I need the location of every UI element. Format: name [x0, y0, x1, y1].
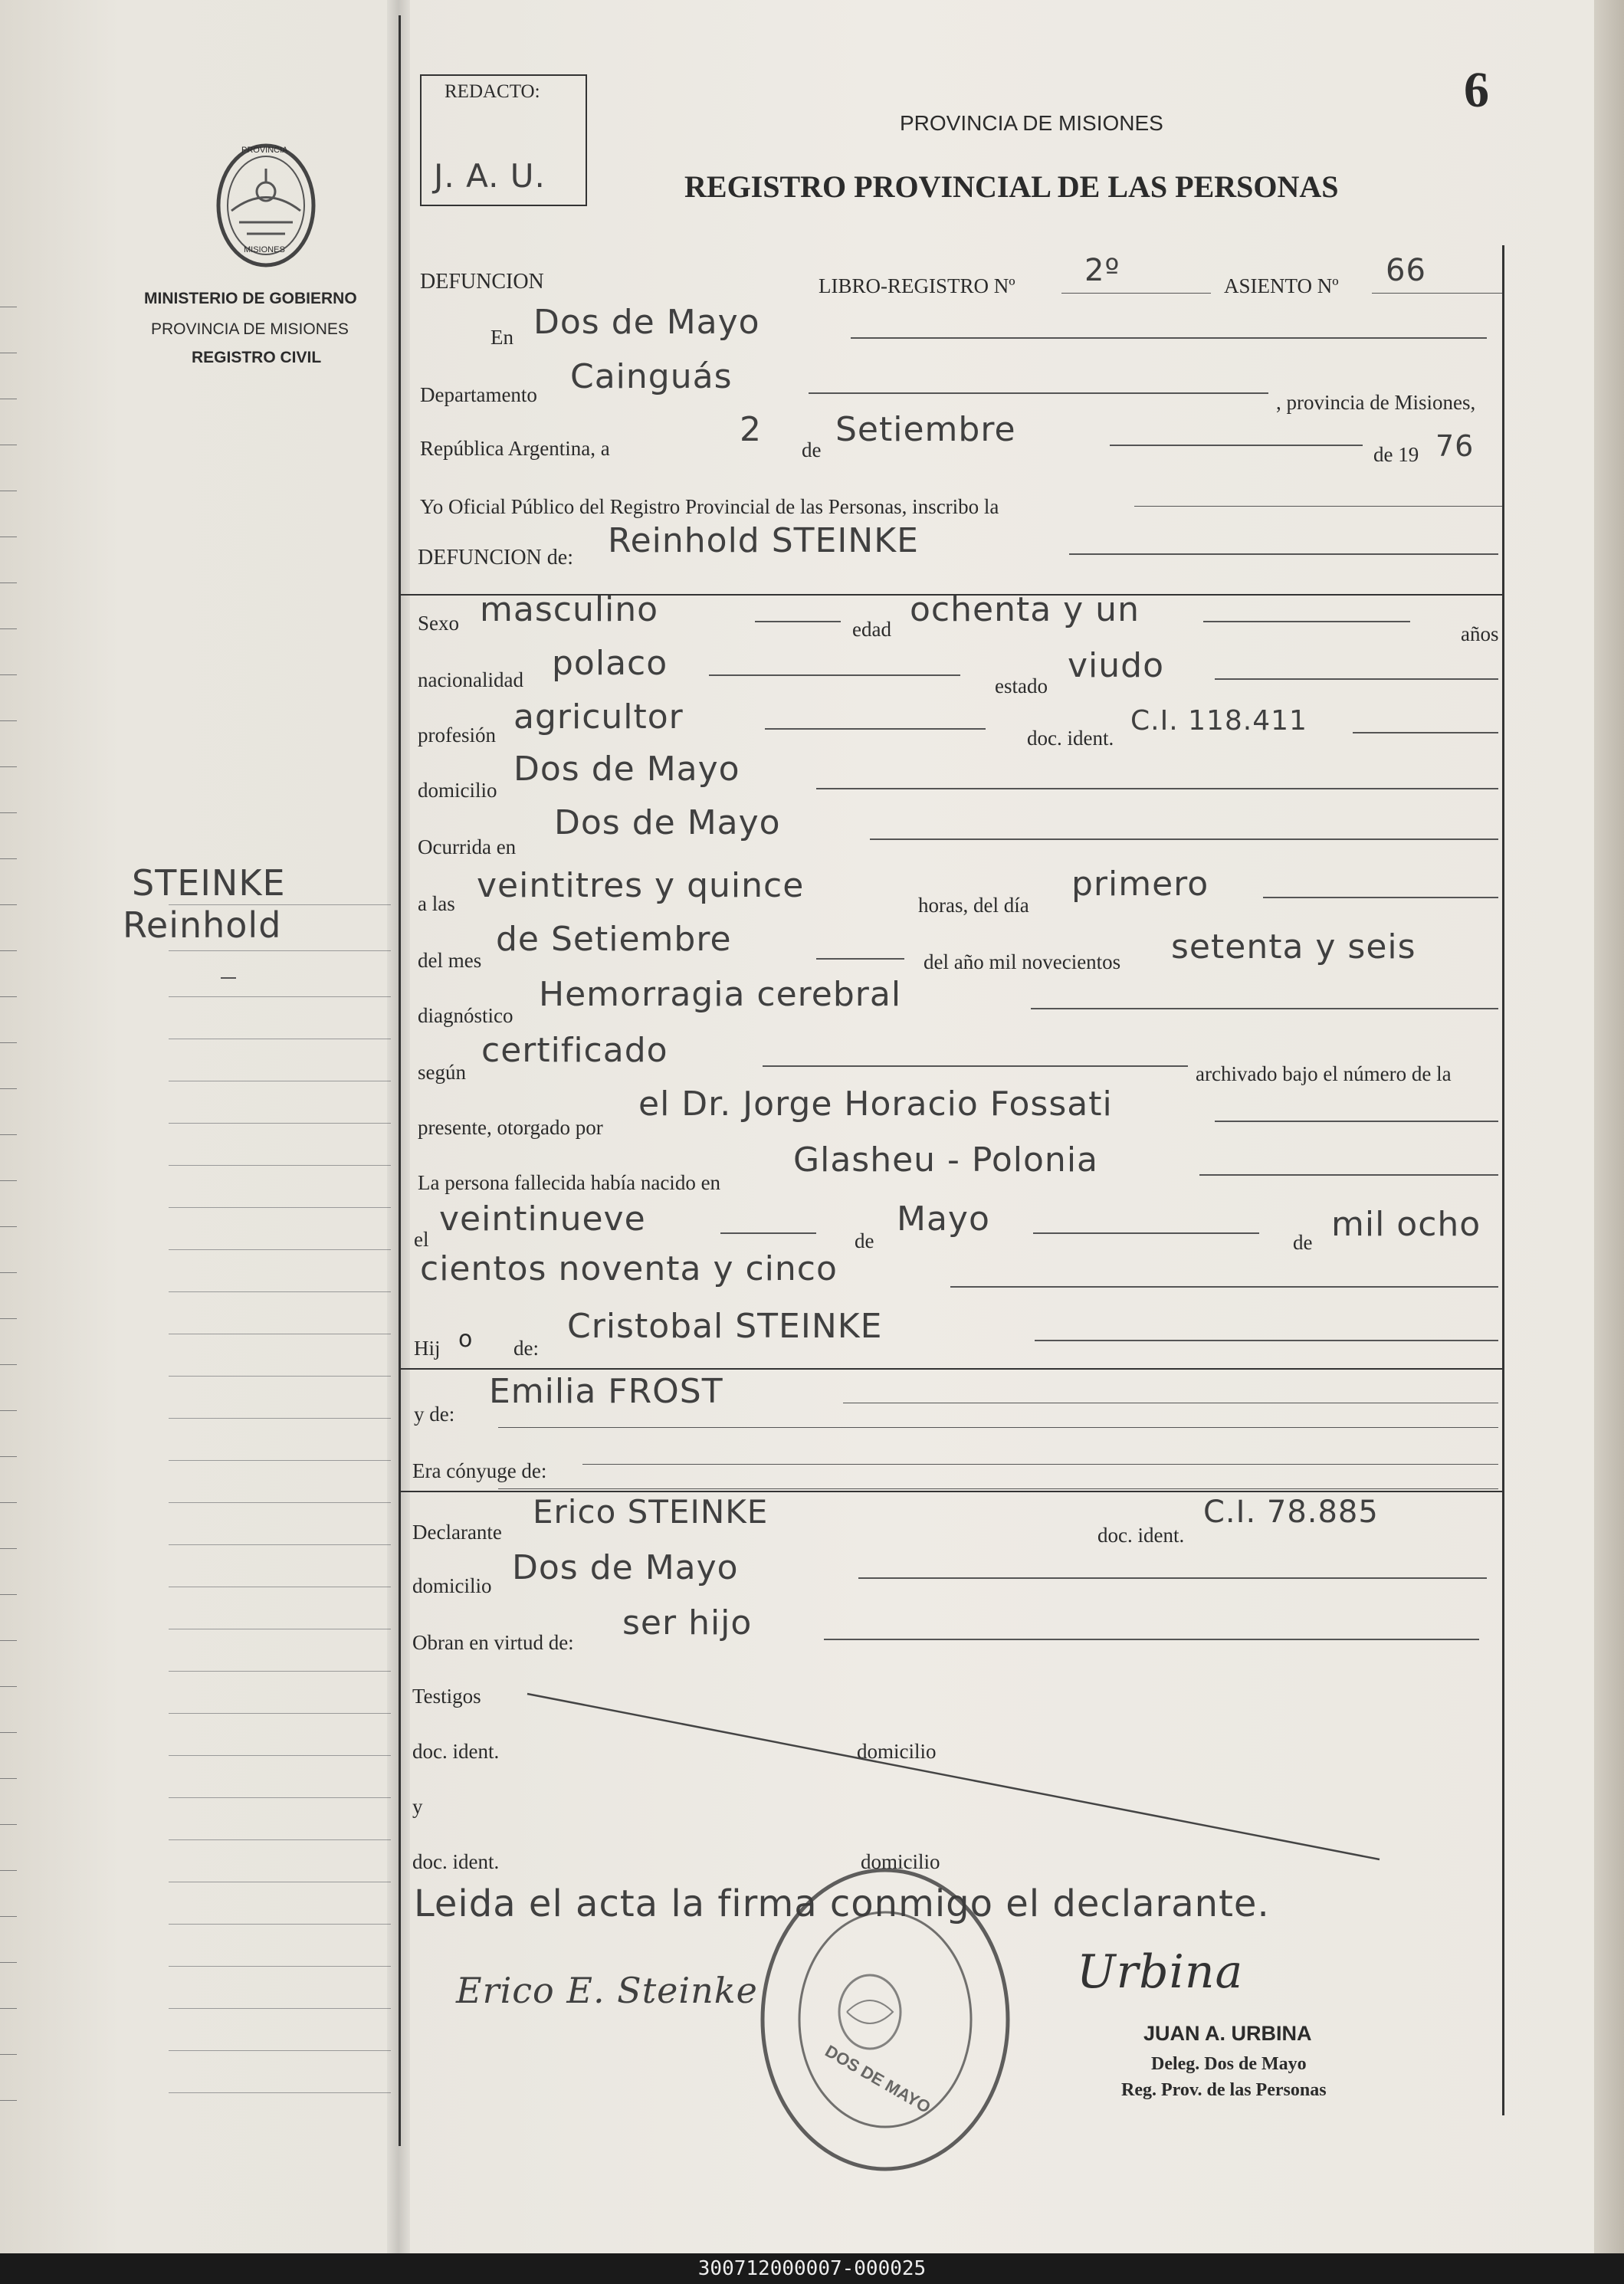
sexo-label: Sexo: [418, 612, 459, 635]
t2-domicilio-label: domicilio: [861, 1850, 940, 1873]
ruled-tick: [0, 1732, 17, 1733]
nacido-label: La persona fallecida había nacido en: [418, 1171, 721, 1194]
stamp-center: DOS DE MAYO: [822, 2041, 934, 2118]
conyuge-dash-2: [498, 1488, 1498, 1489]
ruled-tick: [0, 1318, 17, 1319]
ruled-tick: [0, 1410, 17, 1411]
ruled-tick: [0, 1456, 17, 1457]
ministry-line3: REGISTRO CIVIL: [192, 349, 322, 366]
ruled-tick: [0, 950, 17, 951]
margin-rule: [169, 2092, 391, 2093]
defuncion-heading: DEFUNCION: [420, 270, 544, 294]
departamento-dash: [809, 392, 1268, 394]
redacto-label: REDACTO:: [445, 81, 540, 102]
decl-domicilio-dash: [858, 1577, 1487, 1579]
ruled-tick: [0, 1824, 17, 1825]
official-title1: Deleg. Dos de Mayo: [1151, 2054, 1307, 2074]
mother-dash-2: [498, 1427, 1498, 1428]
margin-rule: [169, 1207, 391, 1208]
ruled-tick: [0, 1594, 17, 1595]
estado-label: estado: [995, 674, 1048, 697]
profesion-label: profesión: [418, 724, 496, 747]
segun-label: según: [418, 1061, 466, 1084]
day-value: 2: [740, 410, 762, 449]
ruled-tick: [0, 766, 17, 767]
ministry-line2: PROVINCIA DE MISIONES: [151, 320, 349, 338]
hij-de-label: de:: [513, 1337, 539, 1360]
margin-rule: [169, 1797, 391, 1798]
page-edge: [1594, 0, 1624, 2253]
ruled-tick: [0, 1962, 17, 1963]
departamento-label: Departamento: [420, 383, 537, 406]
birth-year-value2: cientos noventa y cinco: [420, 1249, 838, 1288]
testigos-label: Testigos: [412, 1685, 481, 1708]
ruled-tick: [0, 858, 17, 859]
ruled-tick: [0, 628, 17, 629]
ano-value: setenta y seis: [1171, 927, 1416, 966]
ruled-tick: [0, 1870, 17, 1871]
oficial-text: Yo Oficial Público del Registro Provincial de las Personas, inscribo la: [420, 495, 999, 518]
declarant-signature: Erico E. Steinke: [456, 1970, 758, 2011]
libro-dash: [1061, 293, 1211, 294]
obran-value: ser hijo: [622, 1603, 753, 1642]
presente-value: el Dr. Jorge Horacio Fossati: [638, 1085, 1113, 1124]
margin-given-name: Reinhold: [123, 904, 282, 946]
domicilio-value: Dos de Mayo: [513, 750, 740, 789]
ruled-tick: [0, 1502, 17, 1503]
t-doc-label: doc. ident.: [412, 1740, 500, 1763]
nacido-dash: [1199, 1174, 1498, 1176]
a-las-label: a las: [418, 892, 455, 915]
el-label: el: [414, 1228, 429, 1251]
en-dash: [851, 337, 1487, 339]
de-label: de: [802, 438, 822, 461]
father-value: Cristobal STEINKE: [567, 1307, 883, 1346]
ocurrida-value: Dos de Mayo: [554, 803, 781, 842]
decl-domicilio-value: Dos de Mayo: [512, 1548, 739, 1587]
birth-day-dash: [720, 1232, 816, 1234]
margin-rule: [169, 1123, 391, 1124]
margin-rule: [169, 1755, 391, 1756]
estado-dash: [1215, 678, 1498, 680]
margin-surname: STEINKE: [132, 862, 286, 904]
edad-value: ochenta y un: [910, 590, 1140, 629]
profesion-value: agricultor: [513, 697, 684, 737]
edad-label: edad: [852, 618, 891, 641]
ruled-tick: [0, 1548, 17, 1549]
presente-dash: [1215, 1121, 1498, 1122]
hij-suffix: o: [458, 1326, 473, 1353]
margin-dash: [221, 977, 236, 979]
conyuge-label: Era cónyuge de:: [412, 1459, 547, 1482]
margin-rule: [169, 950, 391, 951]
redacto-value: J. A. U.: [434, 157, 546, 195]
ocurrida-dash: [870, 838, 1498, 840]
asiento-label: ASIENTO Nº: [1224, 274, 1339, 297]
ruled-tick: [0, 1272, 17, 1273]
decl-doc-value: C.I. 78.885: [1203, 1495, 1379, 1530]
ruled-tick: [0, 1180, 17, 1181]
ruled-tick: [0, 2054, 17, 2055]
frame-right-line: [1502, 245, 1504, 2115]
ruled-tick: [0, 1134, 17, 1135]
margin-rule: [169, 1839, 391, 1840]
departamento-value: Cainguás: [570, 357, 733, 396]
nacionalidad-value: polaco: [552, 644, 668, 683]
seal-top-text: PROVINCIA: [241, 146, 288, 155]
segun-value: certificado: [481, 1031, 668, 1070]
ministry-line1: MINISTERIO DE GOBIERNO: [144, 290, 357, 307]
oficial-dash: [1134, 506, 1502, 507]
nacido-value: Glasheu - Polonia: [793, 1140, 1099, 1180]
t-domicilio-label: domicilio: [857, 1740, 937, 1763]
mes-value: de Setiembre: [496, 920, 732, 959]
en-value: Dos de Mayo: [533, 303, 760, 342]
dia-value: primero: [1071, 865, 1209, 904]
provincia-suffix: , provincia de Misiones,: [1276, 391, 1476, 414]
margin-rule: [169, 1924, 391, 1925]
domicilio-label: domicilio: [418, 779, 497, 802]
ruled-tick: [0, 1042, 17, 1043]
margin-rule: [169, 1291, 391, 1292]
margin-rule: [169, 1376, 391, 1377]
libro-label: LIBRO-REGISTRO Nº: [819, 274, 1015, 297]
ruled-tick: [0, 1088, 17, 1089]
month-dash: [1110, 445, 1363, 446]
anos-label: años: [1461, 622, 1499, 645]
sexo-value: masculino: [480, 590, 659, 629]
frame-left-line: [399, 15, 401, 2146]
ruled-tick: [0, 674, 17, 675]
archivado-text: archivado bajo el número de la: [1196, 1062, 1452, 1085]
hij-label: Hij: [414, 1337, 441, 1360]
mother-value: Emilia FROST: [489, 1372, 723, 1411]
ocurrida-label: Ocurrida en: [418, 835, 517, 858]
year-value: 76: [1435, 429, 1475, 463]
registry-title: REGISTRO PROVINCIAL DE LAS PERSONAS: [684, 169, 1339, 204]
ruled-tick: [0, 2008, 17, 2009]
father-dash: [1035, 1340, 1498, 1341]
edad-dash: [1203, 621, 1410, 622]
nacionalidad-label: nacionalidad: [418, 668, 523, 691]
domicilio-dash: [816, 788, 1498, 789]
section-rule-3: [399, 1491, 1504, 1492]
libro-value: 2º: [1084, 253, 1120, 288]
birth-year-value1: mil ocho: [1331, 1205, 1481, 1244]
deceased-value: Reinhold STEINKE: [608, 521, 919, 560]
asiento-value: 66: [1386, 253, 1426, 288]
del-mes-label: del mes: [418, 949, 482, 972]
t2-doc-label: doc. ident.: [412, 1850, 500, 1873]
testigos-strikeout: [521, 1686, 1395, 1870]
margin-rule: [169, 1460, 391, 1461]
margin-rule: [169, 1544, 391, 1545]
margin-rule: [169, 1966, 391, 1967]
ruled-tick: [0, 720, 17, 721]
margin-rule: [169, 2008, 391, 2009]
birth-de-label: de: [855, 1229, 874, 1252]
ruled-tick: [0, 812, 17, 813]
margin-rule: [169, 1671, 391, 1672]
official-title2: Reg. Prov. de las Personas: [1121, 2080, 1327, 2100]
ruled-tick: [0, 996, 17, 997]
ruled-tick: [0, 904, 17, 905]
estado-value: viudo: [1068, 646, 1164, 685]
en-label: En: [490, 326, 513, 349]
margin-rule: [169, 1249, 391, 1250]
margin-rule: [169, 1502, 391, 1503]
defuncion-de-label: DEFUNCION de:: [418, 546, 573, 569]
profesion-dash: [765, 728, 986, 730]
y-label: y: [412, 1795, 423, 1818]
province-heading: PROVINCIA DE MISIONES: [900, 111, 1163, 135]
ruled-tick: [0, 2100, 17, 2101]
sexo-dash: [755, 621, 841, 622]
ruled-tick: [0, 1640, 17, 1641]
segun-dash: [763, 1065, 1188, 1067]
doc-ident-dash: [1353, 732, 1498, 733]
a-las-value: veintitres y quince: [477, 866, 805, 905]
official-stamp: [747, 1859, 1023, 2181]
seal-bottom-text: MISIONES: [244, 245, 285, 254]
deceased-dash: [1069, 553, 1498, 555]
del-ano-label: del año mil novecientos: [924, 950, 1121, 973]
margin-rule: [169, 2050, 391, 2051]
y-de-label: y de:: [414, 1403, 455, 1426]
republica-label: República Argentina, a: [420, 437, 610, 460]
conyuge-dash: [582, 1464, 1498, 1465]
ruled-tick: [0, 582, 17, 583]
month-value: Setiembre: [835, 410, 1016, 449]
diagnostico-value: Hemorragia cerebral: [539, 975, 902, 1014]
mes-dash: [816, 958, 904, 960]
section-rule-2: [399, 1368, 1504, 1370]
decl-doc-label: doc. ident.: [1097, 1524, 1185, 1547]
official-signature: Urbina: [1077, 1945, 1244, 1999]
declarante-value: Erico STEINKE: [533, 1493, 769, 1531]
diagnostico-dash: [1031, 1008, 1498, 1009]
birth-month-value: Mayo: [897, 1199, 990, 1239]
birth-year-dash: [950, 1286, 1498, 1288]
ruled-tick: [0, 1226, 17, 1227]
asiento-dash: [1372, 293, 1502, 294]
obran-label: Obran en virtud de:: [412, 1631, 574, 1654]
ruled-tick: [0, 1364, 17, 1365]
ruled-tick: [0, 1916, 17, 1917]
leida-value: Leida el acta la firma conmigo el declarante.: [414, 1882, 1270, 1925]
year-prefix: de 19: [1373, 443, 1419, 466]
doc-ident-label: doc. ident.: [1027, 727, 1114, 750]
page-number: 6: [1464, 62, 1489, 118]
nacionalidad-dash: [709, 674, 960, 676]
birth-month-dash: [1033, 1232, 1259, 1234]
diagnostico-label: diagnóstico: [418, 1004, 513, 1027]
margin-rule: [169, 1165, 391, 1166]
margin-rule: [169, 1418, 391, 1419]
margin-rule: [169, 1713, 391, 1714]
image-id-footer: 300712000007-000025: [0, 2253, 1624, 2284]
ruled-tick: [0, 1778, 17, 1779]
obran-dash: [824, 1639, 1479, 1640]
official-name: JUAN A. URBINA: [1143, 2022, 1312, 2045]
presente-label: presente, otorgado por: [418, 1116, 603, 1139]
ruled-tick: [0, 1686, 17, 1687]
declarante-label: Declarante: [412, 1521, 502, 1544]
margin-rule: [169, 996, 391, 997]
decl-domicilio-label: domicilio: [412, 1574, 492, 1597]
dia-dash: [1263, 897, 1498, 898]
horas-label: horas, del día: [918, 894, 1029, 917]
birth-de2-label: de: [1293, 1231, 1313, 1254]
birth-day-value: veintinueve: [439, 1199, 646, 1239]
doc-ident-value: C.I. 118.411: [1130, 705, 1307, 737]
